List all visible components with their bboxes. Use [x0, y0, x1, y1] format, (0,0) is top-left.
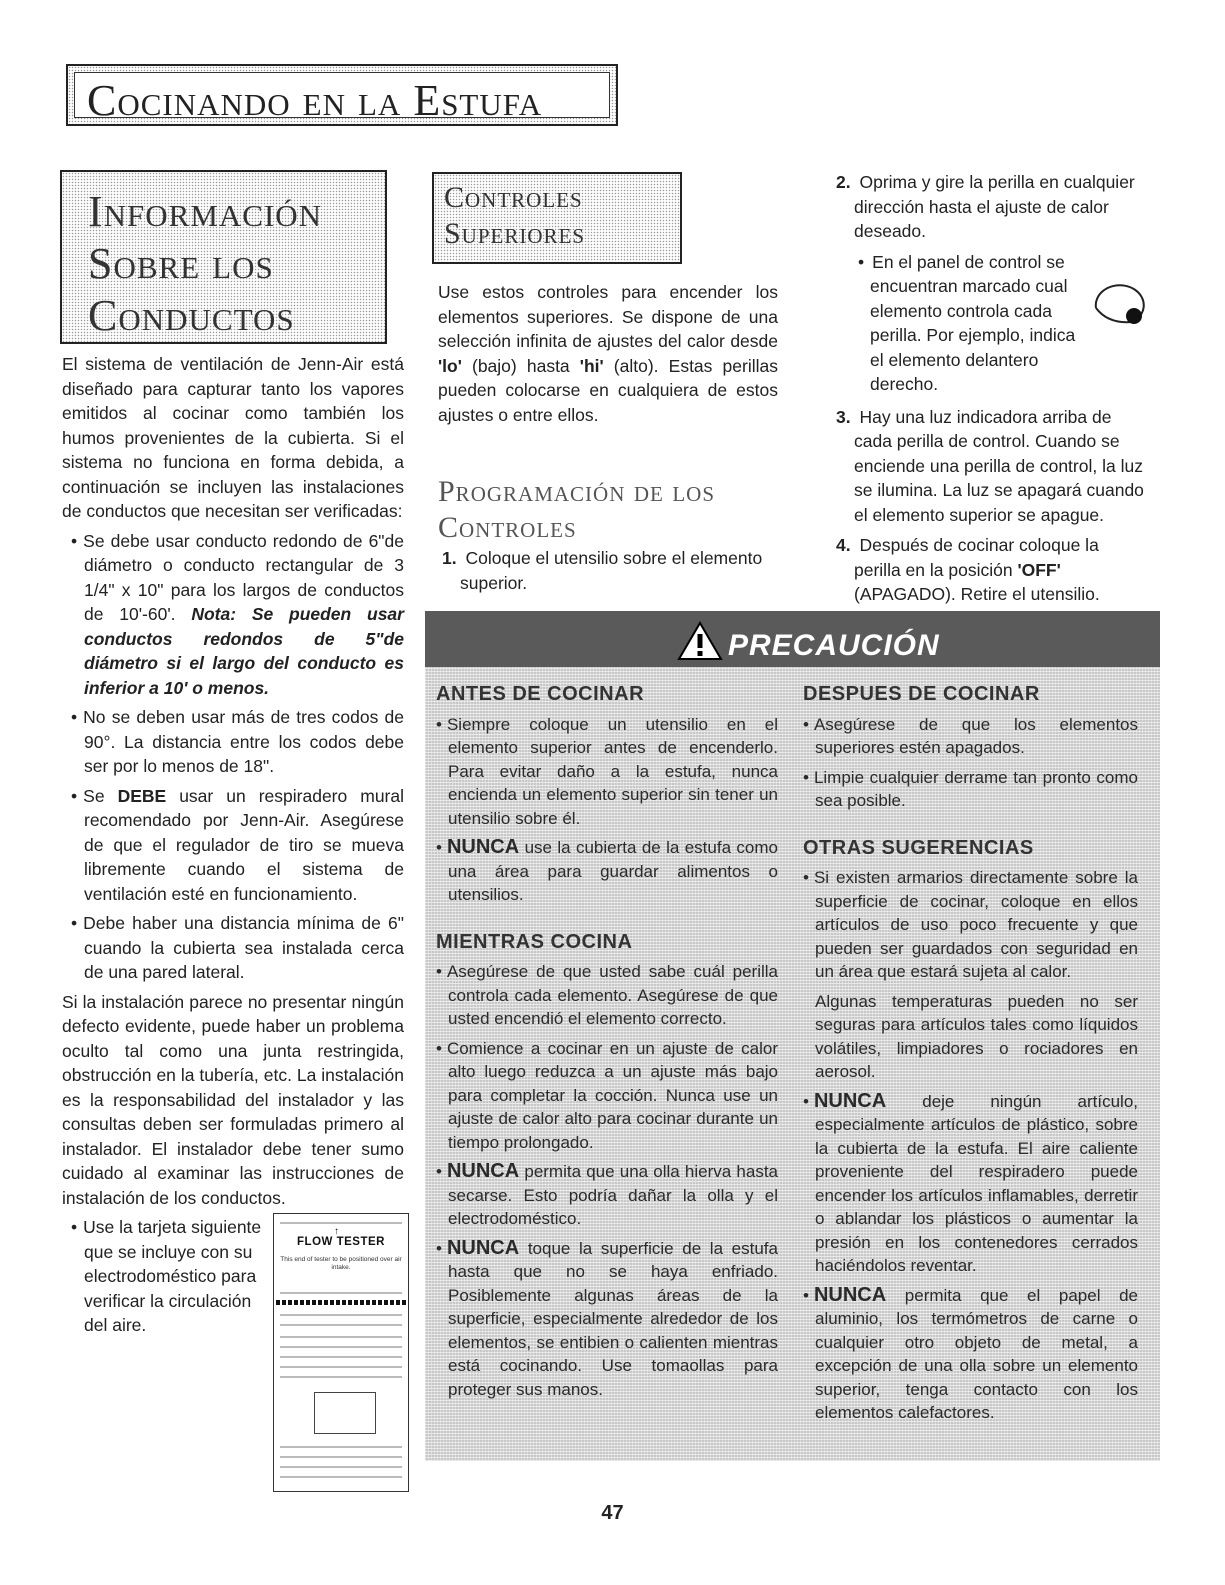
after-cooking-heading: DESPUES DE COCINAR — [803, 683, 1040, 705]
controls-hi: 'hi' — [579, 355, 604, 376]
while-cooking-heading: MIENTRAS COCINA — [436, 930, 633, 953]
never-label: NUNCA — [813, 1089, 887, 1112]
step-4-item — [832, 533, 1144, 607]
info-title-line-1: Información — [88, 187, 323, 236]
burner-indicator-icon — [1088, 278, 1150, 328]
caution-panel — [425, 611, 1160, 1461]
page-title: Cocinando en la Estufa — [87, 76, 543, 125]
step-1-number: 1. — [442, 548, 457, 568]
card-fine-print — [280, 1476, 402, 1478]
step-3-text: Hay una luz indicadora arriba de cada perilla de control. Cuando se enciende una perilla de control, la luz se ilumina. La luz se apagará cuando el elemento superior se apague. — [854, 406, 1144, 525]
perforation-line — [276, 1300, 406, 1305]
step-4-text-a: Después de cocinar coloque la perilla en la posición — [854, 535, 1099, 580]
before-cooking-item: • Siempre coloque un utensilio en el elemento superior antes de encenderlo. Para evitar daño a la estufa, nunca encienda un elemento superior sin tener un utensilio sobre él. — [448, 713, 778, 831]
other-tips-item-text: deje ningún artículo, especialmente artículos de plástico, sobre la cubierta de la estufa. El aire caliente proveniente del respiradero puede encender los artículos inflamables, derretir o ablandar los plásticos o aumentar la presión en los contenedores cerrados haciéndolos reventar. — [815, 1091, 1138, 1275]
caution-title: PRECAUCIÓN — [728, 629, 940, 662]
info-bullet-elbows: • No se deben usar más de tres codos de 90°. La distancia entre los codos debe ser por lo menos de 18". — [62, 705, 404, 779]
info-bullet-vent-rest: usar un respiradero mural recomendado por Jenn-Air. Asegúrese de que el regulador de tiro se mueva libremente cuando el sistema de ventilación esté en funcionamiento. — [84, 785, 404, 904]
while-cooking-item — [448, 1160, 778, 1231]
page-number: 47 — [601, 1502, 624, 1524]
card-fine-print — [280, 1376, 402, 1378]
info-section-title — [88, 186, 322, 342]
controls-intro-c: (alto). Estas perillas pueden colocarse en cualquiera de estos ajustes o entre ellos. — [438, 355, 778, 425]
while-cooking-item: • Asegúrese de que usted sabe cuál perilla controla cada elemento. Asegúrese de que usted encendió el elemento correcto. — [448, 960, 778, 1031]
never-label: NUNCA — [446, 1160, 520, 1182]
main-title-frame — [74, 72, 610, 125]
main-title-box — [66, 64, 618, 126]
step-2-number: 2. — [836, 172, 851, 192]
card-fine-print — [280, 1336, 402, 1338]
controls-section-title — [444, 180, 585, 252]
step-4-off: 'OFF' — [1017, 559, 1061, 580]
step-2-item — [832, 170, 1144, 244]
flow-tester-card — [273, 1213, 409, 1492]
controls-intro-a: Use estos controles para encender los elementos superiores. Se dispone de una selección infinita de ajustes del calor desde — [438, 282, 778, 351]
card-fine-print — [280, 1292, 402, 1294]
card-fine-print — [280, 1356, 402, 1358]
info-bullet-vent — [62, 784, 404, 907]
info-bullet-card: • Use la tarjeta siguiente que se incluye con su electrodoméstico para verificar la circulación del aire. — [62, 1215, 269, 1338]
step-1-item — [438, 546, 778, 595]
programming-heading-line-1: Programación de los — [438, 475, 716, 508]
programming-heading — [438, 474, 715, 546]
before-cooking-heading: ANTES DE COCINAR — [436, 683, 645, 705]
info-bullet-duct-note: Nota: Se pueden usar conductos redondos de 5"de diámetro si el largo del conducto es inferior a 10' o menos. — [84, 604, 404, 698]
controls-section-title-box — [432, 172, 682, 264]
while-cooking-item — [448, 1237, 778, 1402]
other-tips-heading: OTRAS SUGERENCIAS — [803, 836, 1034, 859]
caution-left-column — [436, 683, 778, 1407]
after-cooking-item: • Asegúrese de que los elementos superiores estén apagados. — [815, 713, 1138, 760]
controls-intro — [438, 280, 778, 427]
other-tips-item — [815, 1284, 1138, 1425]
step-2-subbullet: • En el panel de control se encuentran marcado cual elemento controla cada perilla. Por ejemplo, indica el elemento delantero derecho. — [832, 250, 1144, 397]
before-cooking-item-text: use la cubierta de la estufa como una área para guardar alimentos o utensilios. — [448, 838, 778, 904]
arrow-up-icon: ↑ — [334, 1226, 339, 1237]
before-cooking-item — [448, 836, 778, 907]
controls-intro-b: (bajo) hasta — [472, 355, 570, 376]
never-label: NUNCA — [446, 836, 520, 858]
step-2-text: Oprima y gire la perilla en cualquier dirección hasta el ajuste de calor deseado. — [854, 172, 1135, 241]
never-label: NUNCA — [446, 1236, 520, 1259]
steps-column — [832, 170, 1144, 613]
step-3-item — [832, 405, 1144, 528]
programming-heading-line-2: Controles — [438, 511, 577, 544]
flow-tester-title: FLOW TESTER — [297, 1236, 385, 1248]
controls-title-line-2: Superiores — [444, 217, 586, 250]
card-fine-print — [280, 1456, 402, 1458]
controls-column — [438, 280, 778, 432]
flow-tester-diagram — [314, 1392, 376, 1434]
info-section-title-box — [60, 170, 387, 344]
info-paragraph-installer: Si la instalación parece no presentar ningún defecto evidente, puede haber un problema oculto tal como una junta restringida, obstrucción en la tubería, etc. La instalación es la responsabilidad del instalador y las consultas deben ser formuladas primero al instalador. El instalador debe tener sumo cuidado al examinar las instrucciones de instalación de los conductos. — [62, 991, 404, 1208]
card-fine-print — [280, 1466, 402, 1468]
controls-lo: 'lo' — [438, 355, 462, 376]
never-label: NUNCA — [813, 1283, 887, 1306]
info-bullet-vent-pre: Se — [83, 785, 105, 806]
info-title-line-2: Sobre los — [88, 239, 274, 288]
card-fine-print — [280, 1314, 402, 1316]
step-3-number: 3. — [836, 406, 851, 427]
card-fine-print — [280, 1222, 402, 1224]
warning-triangle-icon — [677, 621, 723, 661]
card-fine-print — [280, 1324, 402, 1326]
step-1-text: Coloque el utensilio sobre el elemento superior. — [460, 548, 763, 593]
info-bullet-clearance: • Debe haber una distancia mínima de 6" cuando la cubierta sea instalada cerca de una pared lateral. — [62, 911, 404, 985]
info-intro: El sistema de ventilación de Jenn-Air está diseñado para capturar tanto los vapores emitidos al cocinar como también los humos provenientes de la cubierta. Si el sistema no funciona en forma debida, a continuación se incluyen las instalaciones de conductos que necesitan ser verificadas: — [62, 354, 404, 521]
info-bullet-vent-bold: DEBE — [117, 785, 167, 806]
step-4-text-b: (APAGADO). Retire el utensilio. — [854, 584, 1100, 604]
step-1 — [438, 546, 778, 601]
info-bullet-duct-text: Se debe usar conducto redondo de 6"de diámetro o conducto rectangular de 3 1/4" x 10" para los largos de conductos de 10'-60'. — [83, 530, 404, 624]
info-bullet-duct — [62, 529, 404, 701]
while-cooking-item: • Comience a cocinar en un ajuste de calor alto luego reduzca a un ajuste más bajo para completar la cocción. Nunca use un ajuste de calor alto para cocinar durante un tiempo prolongado. — [448, 1037, 778, 1155]
other-tips-item: • Si existen armarios directamente sobre la superficie de cocinar, coloque en ellos artículos de uso poco frecuente y que pueden ser guardados con seguridad en un área que estará sujeta al calor. — [815, 866, 1138, 984]
step-4-number: 4. — [836, 535, 851, 555]
other-tips-item-text: permita que el papel de aluminio, los termómetros de carne o cualquier otro objeto de metal, a excepción de una olla sobre un elemento superior, tenga contacto con los elementos calefactores. — [815, 1285, 1138, 1422]
while-cooking-item-text: toque la superficie de la estufa hasta que no se haya enfriado. Posiblemente algunas áreas de la superficie, especialmente alrededor de los elementos, se entibien o calienten mientras está cocinando. Use tomaollas para proteger sus manos. — [448, 1238, 778, 1399]
while-cooking-item-text: permita que una olla hierva hasta secarse. Esto podría dañar la olla y el electrodoméstico. — [448, 1162, 778, 1228]
card-fine-print — [280, 1346, 402, 1348]
other-tips-item — [815, 1090, 1138, 1278]
card-fine-print — [280, 1446, 402, 1448]
controls-title-line-1: Controles — [444, 181, 583, 214]
after-cooking-item: • Limpie cualquier derrame tan pronto como sea posible. — [815, 766, 1138, 813]
info-title-line-3: Conductos — [88, 291, 295, 340]
info-column — [62, 352, 404, 1343]
other-tips-paragraph: Algunas temperaturas pueden no ser seguras para artículos tales como líquidos volátiles, limpiadores o rociadores en aerosol. — [815, 991, 1138, 1081]
caution-right-column — [803, 683, 1138, 1431]
flow-tester-note: This end of tester to be positioned over air intake. — [280, 1256, 402, 1271]
card-fine-print — [280, 1366, 402, 1368]
